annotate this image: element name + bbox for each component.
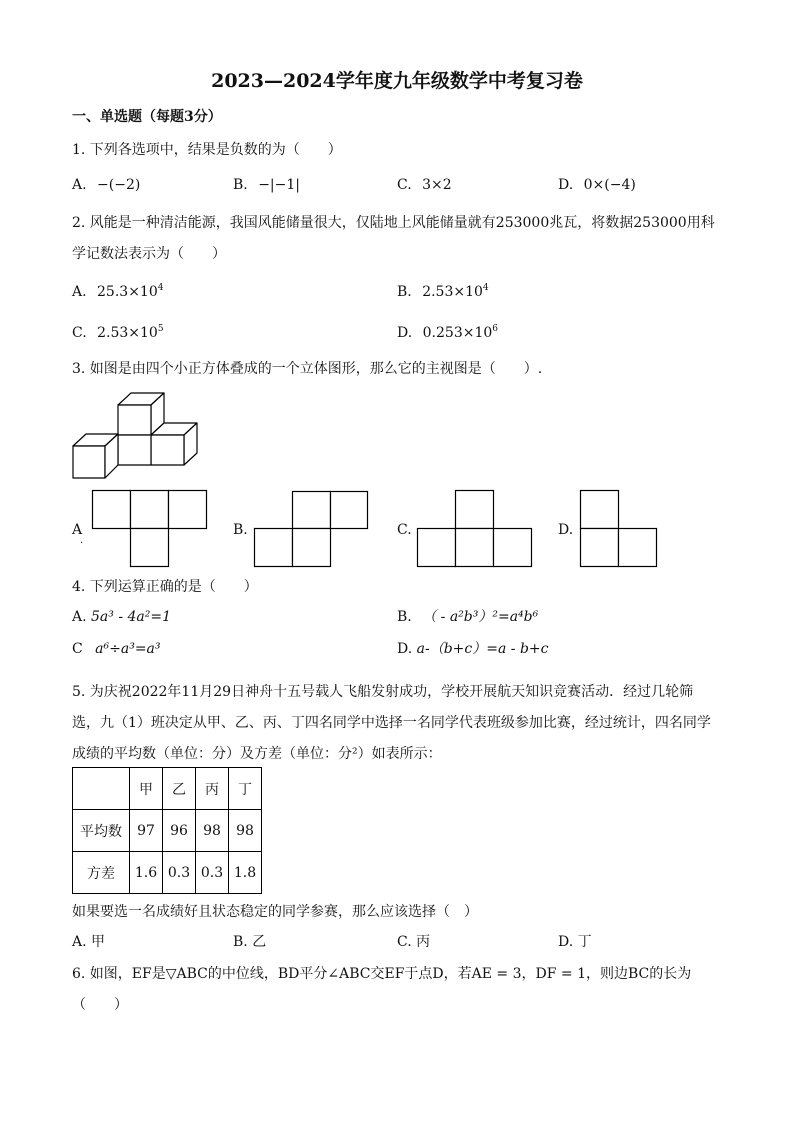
option-expression: 3×2 <box>422 177 452 193</box>
table-cell: 1.6 <box>130 852 163 894</box>
option-letter: D. <box>397 325 413 341</box>
q3-option-a-dot: . <box>80 535 84 546</box>
question-1-stem: 1. 下列各选项中，结果是负数的为（ ） <box>72 142 342 158</box>
table-header-cell: 甲 <box>130 768 163 810</box>
question-5-prompt: 如果要选一名成绩好且状态稳定的同学参赛，那么应该选择（ ） <box>72 904 478 920</box>
table-cell: 方差 <box>73 852 130 894</box>
option-expression: 5a³ - 4a²=1 <box>91 609 172 625</box>
option-letter: C. <box>72 325 87 341</box>
q1-option-a <box>72 176 140 194</box>
q3-option-d-label: D. <box>558 522 574 538</box>
option-letter: C. <box>397 934 412 950</box>
option-base: 0.253×10 <box>422 325 493 341</box>
option-letter: B. <box>233 177 248 193</box>
option-base: 2.53×10 <box>422 284 483 300</box>
page-title: 2023—2024学年度九年级数学中考复习卷 <box>211 70 583 92</box>
q3-option-c-figure <box>417 490 537 570</box>
question-3-stem: 3. 如图是由四个小正方体叠成的一个立体图形，那么它的主视图是（ ）. <box>72 361 543 377</box>
option-text: 甲 <box>91 934 106 950</box>
question-5-stem-line1: 5. 为庆祝2022年11月29日神舟十五号载人飞船发射成功，学校开展航天知识竞赛活动．经过几轮筛 <box>72 684 694 700</box>
q3-option-c-label: C. <box>397 522 412 538</box>
option-expression: a-（b+c）=a - b+c <box>416 641 549 657</box>
score-table <box>72 767 262 894</box>
question-5-stem-line3: 成绩的平均数（单位：分）及方差（单位：分²）如表所示： <box>72 746 442 762</box>
option-expression: 0×(−4) <box>583 177 636 193</box>
option-exponent: 6 <box>492 324 498 334</box>
section-heading: 一、单选题（每题3分） <box>72 109 222 125</box>
question-4-stem: 4. 下列运算正确的是（ ） <box>72 579 258 595</box>
q2-option-d <box>397 324 498 342</box>
table-header-cell <box>73 768 130 810</box>
q1-option-d <box>558 176 636 194</box>
table-cell: 1.8 <box>229 852 262 894</box>
q4-option-c <box>72 640 161 658</box>
q3-option-b-figure <box>254 491 374 571</box>
option-text: 乙 <box>252 934 267 950</box>
question-2-stem-line2: 学记数法表示为（ ） <box>72 246 226 262</box>
option-letter: A. <box>72 177 87 193</box>
q4-option-d <box>397 640 549 658</box>
option-letter: A. <box>72 284 87 300</box>
option-letter: D. <box>558 934 574 950</box>
q2-option-c <box>72 324 164 342</box>
table-header-cell: 丙 <box>196 768 229 810</box>
option-exponent: 4 <box>157 283 164 293</box>
option-letter: D. <box>397 641 413 657</box>
q2-option-a <box>72 283 163 301</box>
option-exponent: 5 <box>157 324 164 334</box>
table-row <box>73 810 262 852</box>
table-cell: 97 <box>130 810 163 852</box>
q5-option-b <box>233 933 266 951</box>
option-expression: a⁶÷a³=a³ <box>95 641 161 657</box>
option-letter: D. <box>558 177 574 193</box>
option-letter: B. <box>397 284 412 300</box>
table-header-cell: 丁 <box>229 768 262 810</box>
option-expression: （ - a²b³）²=a⁴b⁶ <box>422 609 539 625</box>
option-letter: A. <box>72 934 87 950</box>
q1-option-b <box>233 176 300 194</box>
option-base: 25.3×10 <box>97 284 158 300</box>
option-text: 丙 <box>416 934 431 950</box>
option-text: 丁 <box>577 934 592 950</box>
q4-option-b <box>397 608 538 626</box>
q1-option-c <box>397 176 452 194</box>
option-letter: B. <box>397 609 412 625</box>
q3-option-b-label: B. <box>233 522 248 538</box>
table-cell: 98 <box>229 810 262 852</box>
q5-option-c <box>397 933 430 951</box>
option-letter: A. <box>72 609 87 625</box>
table-cell: 96 <box>163 810 196 852</box>
question-6-stem-line1: 6. 如图，EF是▽ABC的中位线，BD平分∠ABC交EF于点D，若AE = 3，DF = 1，则边BC的长为 <box>72 966 692 982</box>
question-5-stem-line2: 选，九（1）班决定从甲、乙、丙、丁四名同学中选择一名同学代表班级参加比赛，经过统计，四名同学 <box>72 715 711 731</box>
q5-option-a <box>72 933 105 951</box>
option-exponent: 4 <box>482 283 489 293</box>
table-header-cell: 乙 <box>163 768 196 810</box>
q5-option-d <box>558 933 592 951</box>
table-cell: 平均数 <box>73 810 130 852</box>
q3-option-a-figure <box>92 490 212 570</box>
option-letter: C. <box>397 177 412 193</box>
cube-stack-figure <box>70 388 210 483</box>
question-6-stem-line2: （ ） <box>72 997 128 1013</box>
q4-option-a <box>72 608 171 626</box>
table-header-row <box>73 768 262 810</box>
q3-option-a-label: A <box>72 522 83 538</box>
table-cell: 98 <box>196 810 229 852</box>
q3-option-d-figure <box>580 490 700 570</box>
option-expression: −(−2) <box>97 177 141 193</box>
table-cell: 0.3 <box>163 852 196 894</box>
question-2-stem-line1: 2. 风能是一种清洁能源，我国风能储量很大，仅陆地上风能储量就有253000兆瓦，将数据253000用科 <box>72 215 715 231</box>
option-letter: B. <box>233 934 248 950</box>
option-expression: −|−1| <box>258 177 301 193</box>
q2-option-b <box>397 283 489 301</box>
option-letter: C <box>72 641 83 657</box>
table-cell: 0.3 <box>196 852 229 894</box>
table-row <box>73 852 262 894</box>
option-base: 2.53×10 <box>97 325 158 341</box>
